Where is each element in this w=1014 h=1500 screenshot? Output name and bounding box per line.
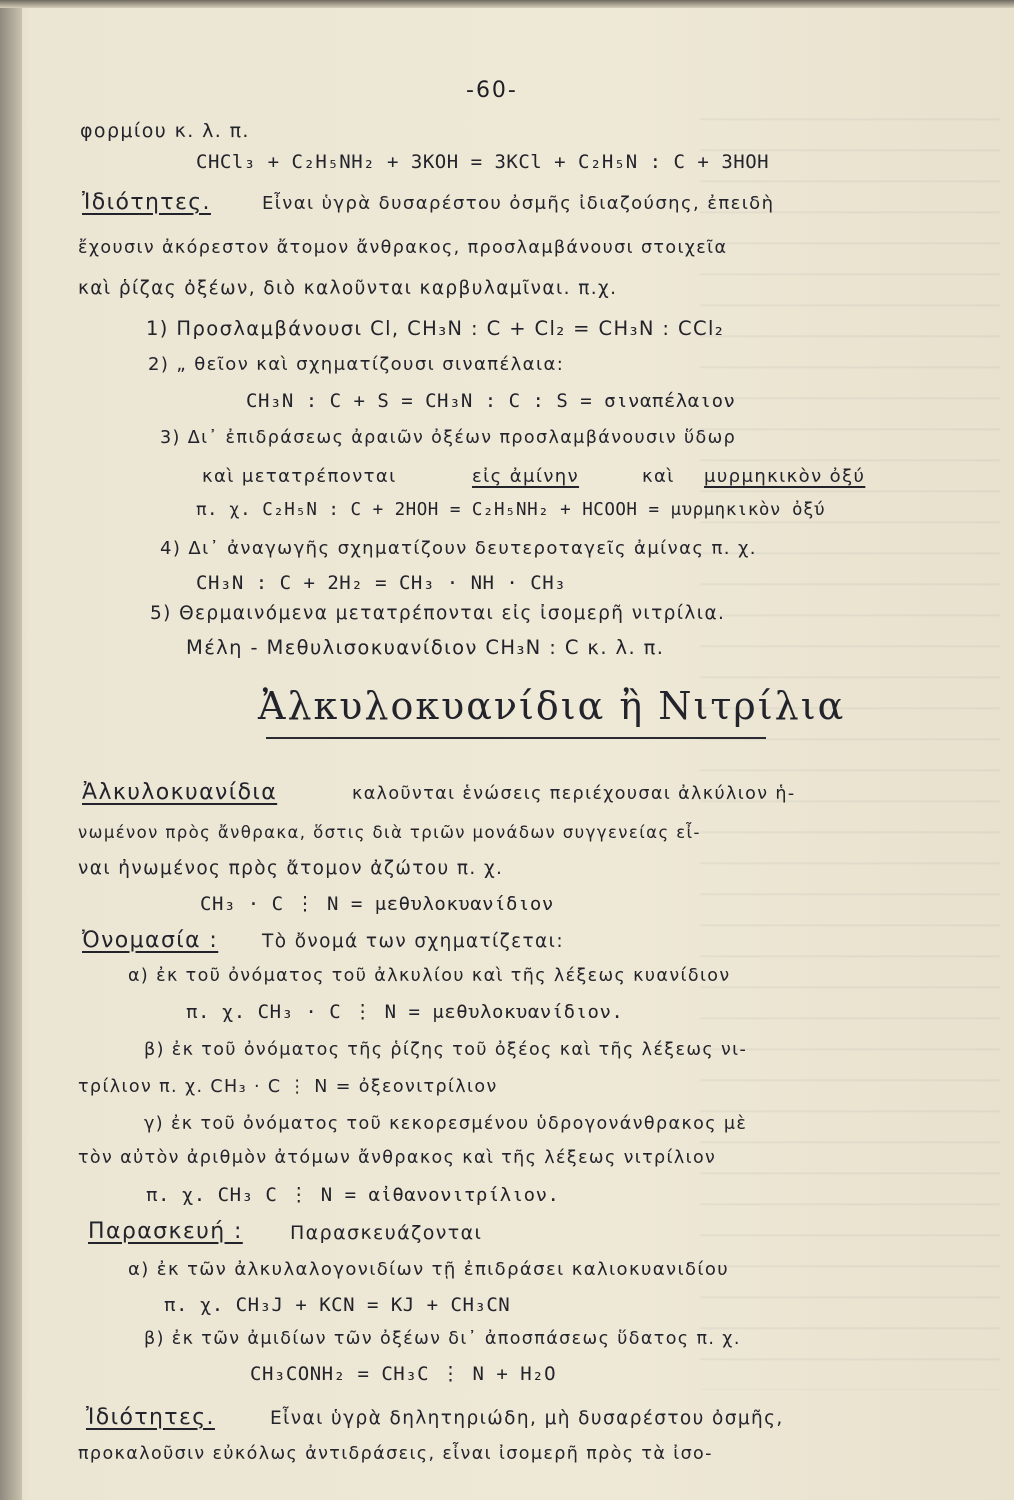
formula-line: CH₃N : C + 2H₂ = CH₃ · NH · CH₃ <box>196 572 567 594</box>
formula-line: π. χ. CH₃ C ⋮ N = αἰθανονιτρίλιον. <box>146 1184 560 1206</box>
underlined-term: εἰς ἀμίνην <box>472 466 580 487</box>
page-number: -60- <box>466 78 518 103</box>
formula-line: π. χ. C₂H₅N : C + 2HOH = C₂H₅NH₂ + HCOOH = μυρμηκικὸν ὀξύ <box>196 500 826 520</box>
text-line: 1) Προσλαμβάνουσι Cl, CH₃N : C + Cl₂ = CH₃N : CCl₂ <box>146 317 725 340</box>
text-line: 2) „ θεῖον καὶ σχηματίζουσι σιναπέλαια: <box>148 354 565 375</box>
text-line: ἔχουσιν ἀκόρεστον ἄτομον ἄνθρακος, προσλαμβάνουσι στοιχεῖα <box>78 238 728 258</box>
formula-line: CHCl₃ + C₂H₅NH₂ + 3KOH = 3KCl + C₂H₅N : C + 3HOH <box>196 151 770 173</box>
text-line: προκαλοῦσιν εὐκόλως ἀντιδράσεις, εἶναι ἰσομερῆ πρὸς τὰ ἰσο- <box>78 1444 713 1464</box>
section-heading-nomenclature: Ὀνομασία : <box>82 928 219 953</box>
section-heading-preparation: Παρασκευή : <box>88 1219 243 1244</box>
text-line: 3) Δι᾽ ἐπιδράσεως ἀραιῶν ὀξέων προσλαμβάνουσιν ὕδωρ <box>160 428 737 448</box>
formula-line: CH₃CONH₂ = CH₃C ⋮ N + H₂O <box>250 1363 557 1385</box>
text-line: β) ἐκ τοῦ ὀνόματος τῆς ῥίζης τοῦ ὀξέος καὶ τῆς λέξεως νι- <box>144 1040 748 1060</box>
section-heading-properties-2: Ἰδιότητες. <box>86 1405 215 1430</box>
text-line: καὶ μετατρέπονται <box>202 466 397 487</box>
page-top-edge <box>0 0 1014 8</box>
text-line: τὸν αὐτὸν ἀριθμὸν ἀτόμων ἄνθρακος καὶ τῆς λέξεως νιτρίλιον <box>78 1148 717 1168</box>
section-heading-alkyl-cyanides: Ἀλκυλοκυανίδια <box>82 780 278 805</box>
text-line: α) ἐκ τοῦ ὀνόματος τοῦ ἀλκυλίου καὶ τῆς λέξεως κυανίδιον <box>128 966 731 986</box>
page-binding-edge <box>0 0 22 1500</box>
text-line: Τὸ ὄνομά των σχηματίζεται: <box>262 931 564 952</box>
text-line: β) ἐκ τῶν ἀμιδίων τῶν ὀξέων δι᾽ ἀποσπάσεως ὕδατος π. χ. <box>144 1329 741 1349</box>
text-line: νωμένον πρὸς ἄνθρακα, ὅστις διὰ τριῶν μονάδων συγγενείας εἶ- <box>78 823 701 842</box>
text-line: Εἶναι ὑγρὰ δυσαρέστου ὀσμῆς ἰδιαζούσης, ἐπειδὴ <box>262 193 775 214</box>
text-line: Μέλη - Μεθυλισοκυανίδιον CH₃N : C κ. λ. π. <box>186 636 665 659</box>
text-line: Εἶναι ὑγρὰ δηλητηριώδη, μὴ δυσαρέστου ὀσμῆς, <box>270 1408 784 1429</box>
text-line: α) ἐκ τῶν ἀλκυλαλογονιδίων τῇ ἐπιδράσει καλιοκυανιδίου <box>128 1259 730 1280</box>
underlined-term: μυρμηκικὸν ὀξύ <box>704 466 866 487</box>
formula-line: π. χ. CH₃ · C ⋮ N = μεθυλοκυανίδιον. <box>186 1001 624 1023</box>
text-line: ναι ἠνωμένος πρὸς ἄτομον ἀζώτου π. χ. <box>78 858 504 879</box>
section-heading-properties: Ἰδιότητες. <box>82 190 211 215</box>
text-line: καλοῦνται ἑνώσεις περιέχουσαι ἀλκύλιον ἡ- <box>352 784 796 804</box>
text-line: τρίλιον π. χ. CH₃ · C ⋮ N = ὀξεονιτρίλιον <box>78 1077 498 1097</box>
chapter-title: Ἀλκυλοκυανίδια ἢ Νιτρίλια <box>258 684 846 728</box>
formula-line: π. χ. CH₃J + KCN = KJ + CH₃CN <box>164 1294 511 1316</box>
text-line: καὶ <box>642 466 675 487</box>
text-line: 5) Θερμαινόμενα μετατρέπονται εἰς ἰσομερῆ νιτρίλια. <box>150 603 726 624</box>
show-through-text <box>700 90 1000 1390</box>
formula-line: CH₃ · C ⋮ N = μεθυλοκυανίδιον <box>200 893 554 915</box>
title-underline <box>266 737 766 739</box>
text-line: καὶ ῥίζας ὀξέων, διὸ καλοῦνται καρβυλαμῖναι. π.χ. <box>78 278 618 299</box>
formula-line: CH₃N : C + S = CH₃N : C : S = σιναπέλαιον <box>246 390 736 412</box>
text-line: φορμίου κ. λ. π. <box>80 120 250 142</box>
text-line: γ) ἐκ τοῦ ὀνόματος τοῦ κεκορεσμένου ὑδρογονάνθρακος μὲ <box>144 1114 748 1134</box>
text-line: Παρασκευάζονται <box>290 1222 483 1244</box>
text-line: 4) Δι᾽ ἀναγωγῆς σχηματίζουν δευτεροταγεῖς ἀμίνας π. χ. <box>160 538 757 559</box>
